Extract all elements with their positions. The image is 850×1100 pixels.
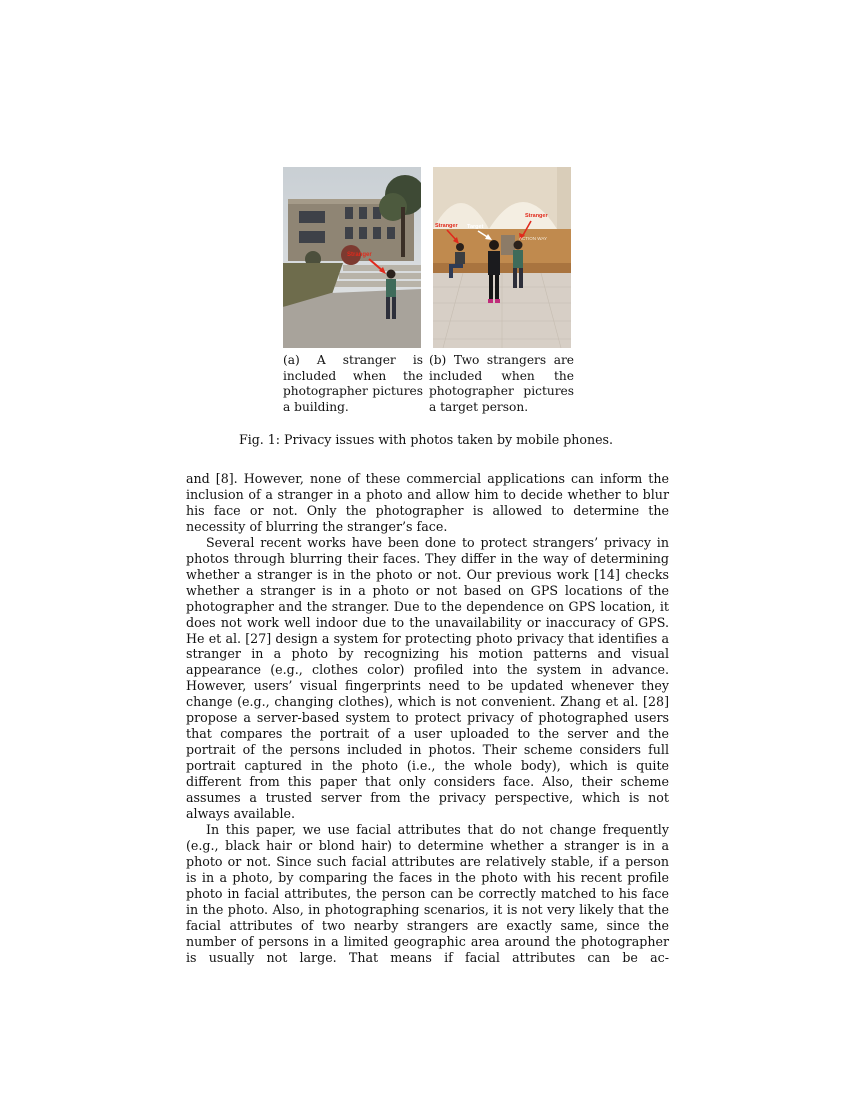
photo-b-label-target: Target [467, 224, 484, 230]
photo-a-arrow-label: Stranger [347, 252, 372, 258]
figure-caption: Fig. 1: Privacy issues with photos taken by mobile phones. [238, 432, 614, 447]
photo-b-label-stranger-left: Stranger [435, 223, 458, 229]
photo-b-sign-text: ACTION WAY [519, 236, 547, 241]
subcaption-b: (b) Two strangers are included when the photographer pictures a target person. [429, 353, 574, 414]
subcaption-a: (a) A stranger is included when the photographer pictures a building. [283, 353, 423, 414]
photo-b-target-strangers [433, 167, 571, 348]
indoor-photo-image [433, 167, 571, 348]
figure-1 [283, 167, 573, 447]
body-text [186, 471, 669, 966]
paragraph-1: and [8]. However, none of these commercial applications can inform the inclusion of a stranger in a photo and allow him to decide whether to blur his face or not. Only the photographer is allowed to determine the necessity of blurring the stranger’s face. [186, 471, 669, 534]
photo-a-building-stranger [283, 167, 421, 348]
building-photo-image [283, 167, 421, 348]
paragraph-2: Several recent works have been done to protect strangers’ privacy in photos through blurring their faces. They differ in the way of determining whether a stranger is in the photo or not. Our previous work [14] checks whether a stranger is in a photo or not based on GPS locations of the photographer and the stranger. Due to the dependence on GPS location, it does not work well indoor due to the unavailability or inaccuracy of GPS. He et al. [27] design a system for protecting photo privacy that identifies a stranger in a photo by recognizing his motion patterns and visual appearance (e.g., clothes color) profiled into the system in advance. However, users’ visual fingerprints need to be updated whenever they change (e.g., changing clothes), which is not convenient. Zhang et al. [28] propose a server-based system to protect privacy of photographed users that compares the portrait of a user uploaded to the server and the portrait of the persons included in photos. Their scheme considers full portrait captured in the photo (i.e., the whole body), which is quite different from this paper that only considers face. Also, their scheme assumes a trusted server from the privacy perspective, which is not always available. [186, 534, 669, 822]
paragraph-3: In this paper, we use facial attributes that do not change frequently (e.g., black hair or blond hair) to determine whether a stranger is in a photo or not. Since such facial attributes are relatively stable, if a person is in a photo, by comparing the faces in the photo with his recent profile photo in facial attributes, the person can be correctly matched to his face in the photo. Also, in photographing scenarios, it is not very likely that the facial attributes of two nearby strangers are exactly same, since the number of persons in a limited geographic area around the photographer is usually not large. That means if facial attributes can be ac- [186, 821, 669, 965]
photo-b-label-stranger-right: Stranger [525, 213, 548, 219]
